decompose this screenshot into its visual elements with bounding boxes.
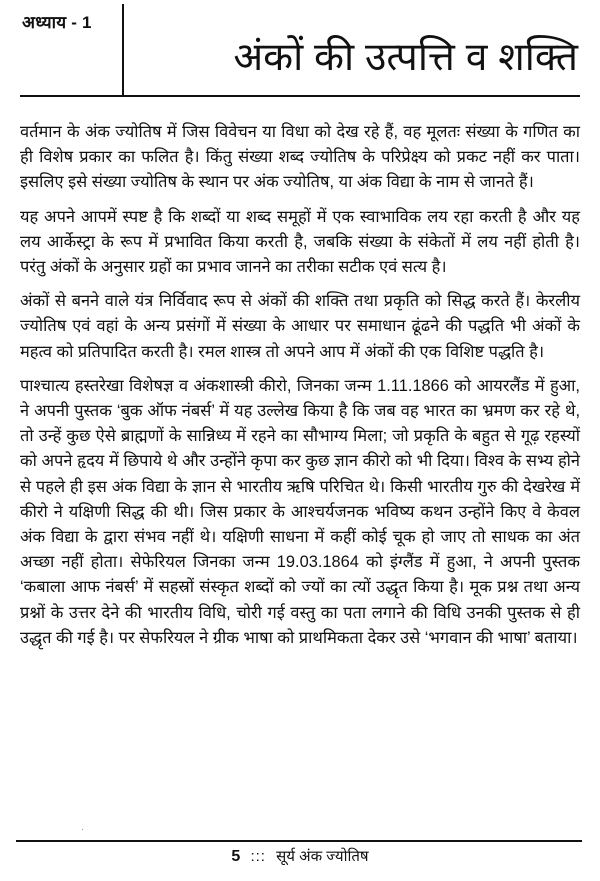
footer-rule — [16, 840, 582, 842]
print-speck — [82, 829, 83, 830]
paragraph-3: अंकों से बनने वाले यंत्र निर्विवाद रूप से अंकों की शक्ति तथा प्रकृति को सिद्ध करते हैं। केरलीय ज्योतिष एवं वहां के अन्य प्रसंगों में संख्या के आधार पर समाधान ढूंढने की पद्धति भी अंकों के महत्व को प्रतिपादित करती है। रमल शास्त्र तो अपने आप में अंकों की एक विशिष्ट पद्धति है। — [20, 292, 580, 361]
header-divider — [122, 4, 124, 95]
footer-separator: ::: — [250, 848, 266, 865]
paragraph-4: पाश्चात्य हस्तरेखा विशेषज्ञ व अंकशास्त्री कीरो, जिनका जन्म 1.11.1866 को आयरलैंड में हुआ, ने अपनी पुस्तक ‘बुक ऑफ नंबर्स’ में यह उल्लेख किया है कि जब वह भारत का भ्रमण कर रहे थे, तो उन्हें कुछ ऐसे ब्राह्मणों के सान्निध्य में रहने का सौभाग्य मिला; जो प्रकृति के बहुत से गूढ़ रहस्यों को अपने हृदय में छिपाये थे और उन्होंने कृपा कर कुछ ज्ञान कीरो को भी दिया। विश्व के सभ्य होने से पहले ही इस अंक विद्या के ज्ञान से भारतीय ऋषि परिचित थे। किसी भारतीय गुरु की देखरेख में कीरो ने यक्षिणी सिद्ध की थी। जिस प्रकार के आश्चर्यजनक भविष्य कथन उन्होंने किए वे केवल अंक विद्या के द्वारा संभव नहीं थे। यक्षिणी साधना में कहीं कोई चूक हो जाए तो साधक का अंत अच्छा नहीं होता। सेफेरियल जिनका जन्म 19.03.1864 को इंग्लैंड में हुआ, ने अपनी पुस्तक ‘कबाला आफ नंबर्स’ में सहस्रों संस्कृत शब्दों को ज्यों का त्यों उद्धृत किया है। मूक प्रश्न तथा अन्य प्रश्नों के उत्तर देने की भारतीय विधि, चोरी गई वस्तु का पता लगाने की विधि उनकी पुस्तक से ही उद्धृत की गई है। पर सेफरियल ने ग्रीक भाषा को प्राथमिकता देकर उसे ‘भगवान की भाषा’ बताया। — [20, 376, 580, 647]
chapter-title: अंकों की उत्पत्ति व शक्ति — [233, 36, 578, 79]
body-text — [20, 120, 580, 660]
paragraph-1: वर्तमान के अंक ज्योतिष में जिस विवेचन या विधा को देख रहे हैं, वह मूलतः संख्या के गणित का ही विशेष प्रकार का फलित है। किंतु संख्या शब्द ज्योतिष के परिप्रेक्ष्य को प्रकट नहीं कर पाता। इसलिए इसे संख्या ज्योतिष के स्थान पर अंक ज्योतिष, या अंक विद्या के नाम से जानते हैं। — [20, 123, 580, 192]
chapter-label: अध्याय - 1 — [22, 13, 92, 32]
book-title: सूर्य अंक ज्योतिष — [276, 848, 369, 865]
page-footer — [0, 846, 600, 866]
page-number: 5 — [231, 848, 241, 865]
chapter-header — [20, 0, 580, 97]
paragraph-2: यह अपने आपमें स्पष्ट है कि शब्दों या शब्द समूहों में एक स्वाभाविक लय रहा करती है और यह लय आर्केस्ट्रा के रूप में प्रभावित किया करती है, जबकि संख्या के संकेतों में लय नहीं होती है। परंतु अंकों के अनुसार ग्रहों का प्रभाव जानने का तरीका सटीक एवं सत्य है। — [20, 207, 580, 277]
